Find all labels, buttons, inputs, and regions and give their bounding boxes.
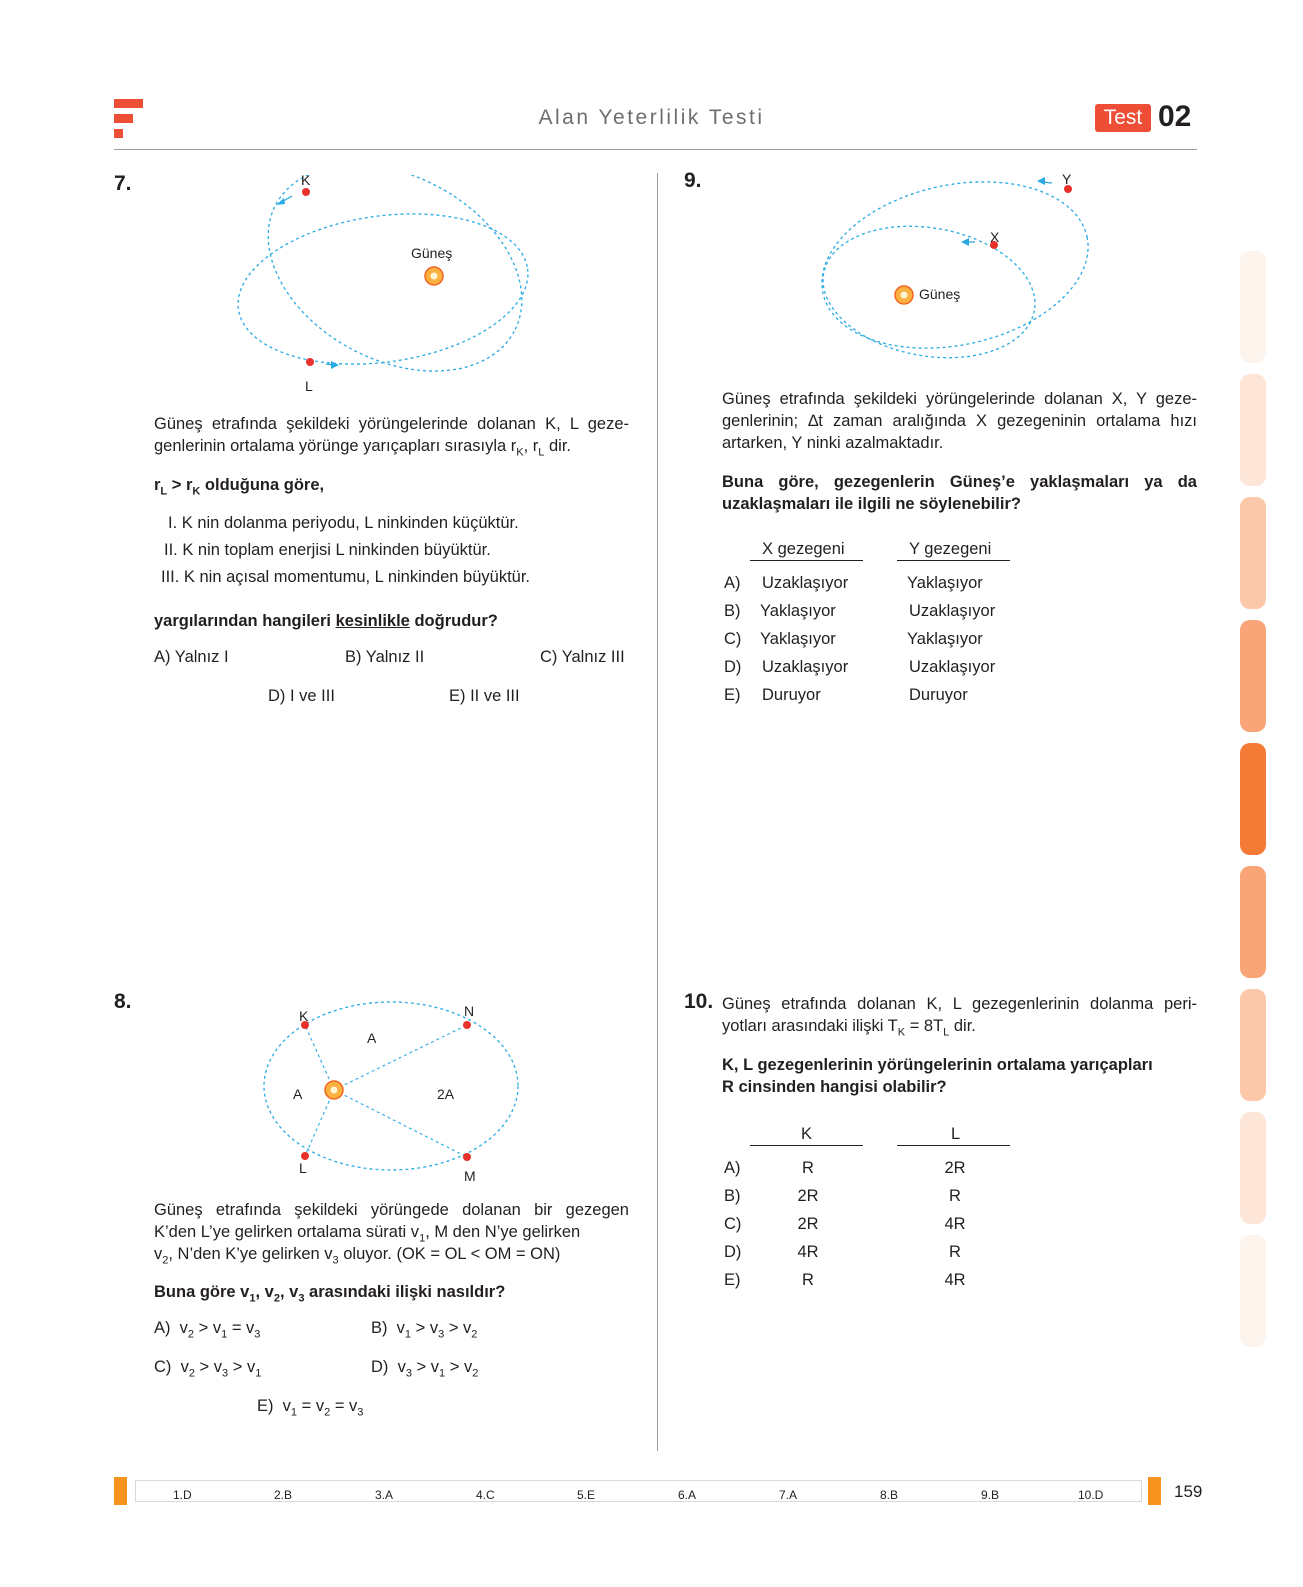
question-8-line2: K’den L’ye gelirken ortalama sürati $v_1$, M den N’ye gelirken bbox=[154, 1223, 581, 1245]
question-7-intro-line2: genlerinin ortalama yörünge yarıçapları sırasıyla $r_K$, $r_L$ dir. bbox=[154, 437, 572, 459]
planet-l bbox=[306, 358, 314, 366]
label-l: L bbox=[305, 378, 313, 394]
arrow-y-icon bbox=[1037, 177, 1045, 185]
question-10-col-l-rule bbox=[897, 1145, 1010, 1146]
label-n: N bbox=[464, 1003, 475, 1019]
question-9-col-y: Y gezegeni bbox=[909, 540, 992, 558]
header-divider bbox=[114, 149, 1197, 150]
question-9-line1: Güneş etrafında şekildeki yörüngelerinde dolanan X, Y geze- bbox=[722, 390, 1197, 408]
planet-k bbox=[302, 188, 310, 196]
answer-10: 10.D bbox=[1078, 1488, 1104, 1502]
arrow-k-icon bbox=[276, 198, 285, 205]
label-area-right: 2A bbox=[437, 1086, 455, 1102]
question-10-col-l: L bbox=[951, 1125, 961, 1143]
answer-5: 5.E bbox=[577, 1488, 596, 1502]
question-8-number: 8. bbox=[114, 990, 132, 1013]
question-10-col-k: K bbox=[801, 1125, 813, 1143]
orbit-y bbox=[820, 170, 1100, 370]
test-number: 02 bbox=[1158, 100, 1192, 133]
question-8-option-b[interactable]: B) $v_1 > v_3 > v_2$ bbox=[371, 1319, 478, 1341]
question-7-option-e[interactable]: E) II ve III bbox=[449, 687, 520, 705]
question-8-option-a[interactable]: A) $v_2 > v_1 = v_3$ bbox=[154, 1319, 261, 1341]
question-7-number: 7. bbox=[114, 172, 132, 195]
label-y: Y bbox=[1062, 171, 1072, 187]
answer-8: 8.B bbox=[880, 1488, 899, 1502]
answer-2: 2.B bbox=[274, 1488, 293, 1502]
label-x: X bbox=[990, 229, 1000, 245]
question-9-col-y-rule bbox=[897, 560, 1010, 561]
label-sun: Güneş bbox=[919, 286, 961, 302]
label-k: K bbox=[301, 172, 311, 188]
answer-7: 7.A bbox=[779, 1488, 798, 1502]
question-9-number: 9. bbox=[684, 169, 702, 192]
question-7-prompt: yargılarından hangileri kesinlikle doğrudur? bbox=[154, 612, 498, 630]
column-divider bbox=[657, 173, 658, 1451]
question-8-prompt: Buna göre $v_1$, $v_2$, $v_3$ arasındaki ilişki nasıldır? bbox=[154, 1283, 506, 1305]
answer-3: 3.A bbox=[375, 1488, 394, 1502]
point-m bbox=[463, 1153, 471, 1161]
question-10-line2: yotları arasındaki ilişki $T_K = 8T_L$ dir. bbox=[722, 1017, 976, 1039]
question-7-statement-2: II. K nin toplam enerjisi L ninkinden büyüktür. bbox=[164, 541, 491, 559]
label-area-top: A bbox=[367, 1030, 377, 1046]
question-7-figure bbox=[230, 175, 550, 395]
question-9-prompt-line1: Buna göre, gezegenlerin Güneş’e yaklaşmaları ya da bbox=[722, 473, 1197, 491]
answer-6: 6.A bbox=[678, 1488, 697, 1502]
question-10-prompt-line2: R cinsinden hangisi olabilir? bbox=[722, 1078, 947, 1096]
question-10-prompt-line1: K, L gezegenlerinin yörüngelerinin ortalama yarıçapları bbox=[722, 1056, 1153, 1074]
question-8-option-c[interactable]: C) $v_2 > v_3 > v_1$ bbox=[154, 1358, 262, 1380]
question-9-col-x: X gezegeni bbox=[762, 540, 845, 558]
question-9-line2: genlerinin; ∆t zaman aralığında X gezegeninin ortalama hızı bbox=[722, 412, 1197, 430]
arrow-x-icon bbox=[961, 238, 969, 246]
question-7-intro-line1: Güneş etrafında şekildeki yörüngelerinde dolanan K, L geze- bbox=[154, 415, 629, 433]
question-10-number: 10. bbox=[684, 990, 714, 1013]
question-8-option-e[interactable]: E) $v_1 = v_2 = v_3$ bbox=[257, 1397, 364, 1419]
label-m: M bbox=[464, 1168, 476, 1184]
question-7-condition: $r_L > r_K$ olduğuna göre, bbox=[154, 476, 325, 498]
question-7-option-d[interactable]: D) I ve III bbox=[268, 687, 335, 705]
label-k: K bbox=[299, 1008, 309, 1024]
answer-key-left-marker bbox=[114, 1477, 127, 1505]
question-7-option-c[interactable]: C) Yalnız III bbox=[540, 648, 625, 666]
answer-4: 4.C bbox=[476, 1488, 495, 1502]
question-9-figure bbox=[820, 170, 1100, 370]
point-n bbox=[463, 1021, 471, 1029]
question-8-line3: $v_2$, N’den K’ye gelirken $v_3$ oluyor. (OK = OL < OM = ON) bbox=[154, 1245, 561, 1267]
page-title: Alan Yeterlilik Testi bbox=[538, 106, 765, 129]
label-l: L bbox=[299, 1160, 307, 1176]
question-7-statement-3: III. K nin açısal momentumu, L ninkinden büyüktür. bbox=[161, 568, 531, 586]
arrow-l-icon bbox=[331, 361, 339, 369]
question-8-line1: Güneş etrafında şekildeki yörüngede dolanan bir gezegen bbox=[154, 1201, 629, 1219]
question-7-option-a[interactable]: A) Yalnız I bbox=[154, 648, 229, 666]
answer-1: 1.D bbox=[173, 1488, 192, 1502]
test-badge: Test bbox=[1095, 104, 1151, 132]
question-9-prompt-line2: uzaklaşmaları ile ilgili ne söylenebilir? bbox=[722, 495, 1021, 513]
answer-9: 9.B bbox=[981, 1488, 1000, 1502]
orbit-k bbox=[233, 175, 550, 395]
answer-key-right-marker bbox=[1148, 1477, 1161, 1505]
page-number: 159 bbox=[1174, 1482, 1203, 1501]
point-l bbox=[301, 1152, 309, 1160]
question-7-option-b[interactable]: B) Yalnız II bbox=[345, 648, 425, 666]
question-8-option-d[interactable]: D) $v_3 > v_1 > v_2$ bbox=[371, 1358, 479, 1380]
label-sun: Güneş bbox=[411, 245, 453, 261]
question-9-col-x-rule bbox=[750, 560, 863, 561]
question-10-line1: Güneş etrafında dolanan K, L gezegenlerinin dolanma peri- bbox=[722, 995, 1197, 1013]
label-area-left: A bbox=[293, 1086, 303, 1102]
question-9-line3: artarken, Y ninki azalmaktadır. bbox=[722, 434, 944, 452]
question-7-statement-1: I. K nin dolanma periyodu, L ninkinden küçüktür. bbox=[168, 514, 519, 532]
orbit-l bbox=[230, 196, 538, 381]
question-10-col-k-rule bbox=[750, 1145, 863, 1146]
